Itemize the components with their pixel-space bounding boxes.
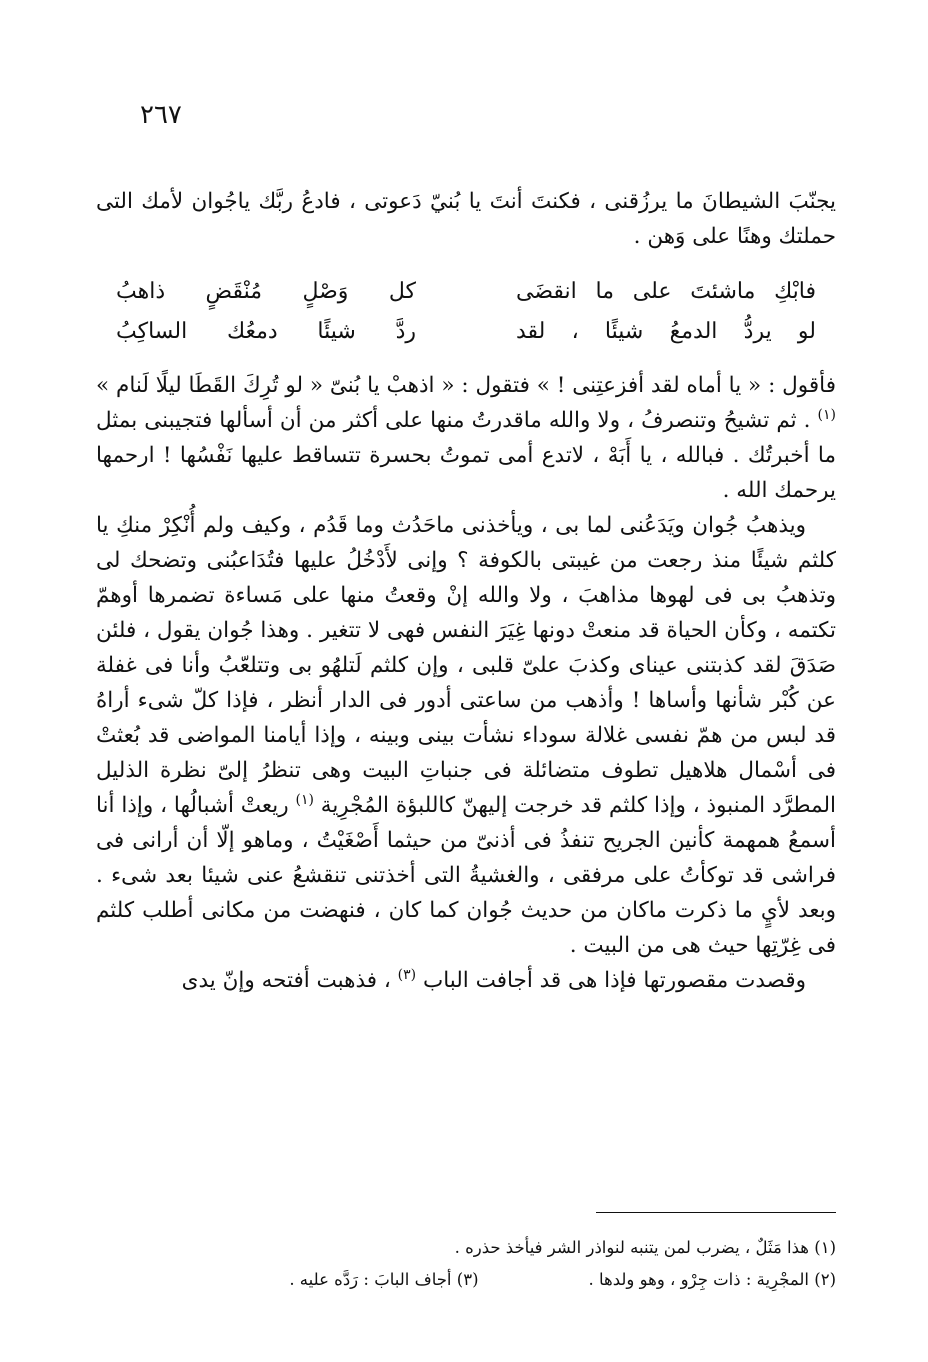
verse-line: [116, 272, 816, 312]
page-body: [96, 184, 836, 998]
footnote-marker: (٣): [397, 966, 417, 983]
footnote-row: [96, 1232, 836, 1264]
footnote-2: (٢) المجْرِية : ذات جِرْو ، وهو ولدها .: [588, 1270, 836, 1289]
paragraph-text: ، فذهبت أفتحه وإنّ يدى: [181, 968, 398, 993]
paragraph-text: وقصدت مقصورتها فإذا هى قد أجافت الباب: [416, 968, 806, 993]
paragraph-text: فأقول : « يا أماه لقد أفزعتِنى ! » فتقول : « اذهبْ يا بُنىّ « لو تُرِكَ القَطَا ليلًا لَنام »: [96, 373, 836, 398]
paragraph: [96, 368, 836, 508]
footnote-divider: [596, 1212, 836, 1213]
paragraph: [96, 963, 836, 998]
verse-first-hemistich: لو يردُّ الدمعُ شيئًا ، لقد: [516, 319, 816, 344]
verse-second-hemistich: كل وَصْلٍ مُنْقَضٍ ذاهبُ: [116, 279, 416, 304]
footnote-3: (٣) أجاف البابَ : رَدَّه عليه .: [289, 1270, 479, 1289]
paragraph: [96, 508, 836, 963]
opening-paragraph: يجنّبَ الشيطانَ ما يرزُقنى ، فكنتَ أنتَ يا بُنيّ دَعوتى ، فادعُ ربَّك ياجُوان لأمك التى حملتك وهنًا على وَهن .: [96, 189, 836, 249]
footnote-1: (١) هذا مَثَلٌ ، يضرب لمن يتنبه لنواذر الشر فيأخذ حذره .: [454, 1238, 836, 1257]
footnote-marker: (١): [817, 406, 836, 423]
footnote-marker: (١): [295, 791, 314, 808]
paragraph-text: ويذهبُ جُوان ويَدَعُنى لما بى ، ويأخذنى ماحَدُث وما قَدُم ، وكيف ولم أُنْكِرْ منكِ يا كلثم شيئًا منذ رجعت من غيبتى بالكوفة ؟ وإنى لأَدْخُلُ عليها فتُدَاعبُنى وتضحك لى وتذهبُ بى فى لهوها مذاهبَ ، ولا والله إنْ وقعتُ منها على مَساءة تضمرها أوهمّ تكتمه ، وكأن الحياة قد منعتْ دونها غِيَرَ النفس فهى لا تتغير . وهذا جُوان يقول ، فلئن صَدَقَ لقد كذبتنى عيناى وكذبَ علىّ قلبى ، وإن كلثم لَتلهُو بى وتتلعّبُ وأنا فى غفلة عن كُبْر شأنها وأساها ! وأذهب من ساعتى أدور فى الدار أنظر ، فإذا كلّ شىء أراهُ قد لبس من همّ نفسى غلالة سوداء نشأت بينى وبينه ، وإذا أيامنا المواضى قد بُعثتْ فى أسْمال هلاهيل تطوف متضائلة فى جنباتِ البيت وهى تنظرُ إلىّ نظرة الذليل المطرَّد المنبوذ ، وإذا كلثم قد خرجت إليهنّ كاللبؤة المُجْرِية: [96, 513, 836, 818]
paragraph-text: ريعتْ أشبالُها ، وإذا أنا أسمعُ همهمة كأنين الجريح تنفذُ فى أذنىّ من حيثما أَصْغَيْتُ ، وماهو إلّا أن أرانى فى فراشى قد توكأتُ على مرفقى ، والغشيةُ التى أخذتنى تنقشعُ عنى شيئا بعد شىء . وبعد لأيٍ ما ذكرت ماكان من حديث جُوان كما كان ، فنهضت من مكانى أطلب كلثم فى غِرّتِها حيث هى من البيت .: [96, 793, 836, 958]
footnotes: [96, 1232, 836, 1296]
footnote-row: [96, 1264, 836, 1296]
page-number: ٢٦٧: [140, 100, 182, 130]
verse-line: [116, 312, 816, 352]
poem-verses: [96, 272, 836, 352]
verse-first-hemistich: فابْكِ ماشئتَ على ما انقضَى: [516, 279, 816, 304]
verse-second-hemistich: ردَّ شيئًا دمعُك الساكِبُ: [116, 319, 416, 344]
paragraph-text: . ثم تشيحُ وتنصرفُ ، ولا والله ماقدرتُ منها على أكثر من أن أسألها فتجيبنى بمثل ما أخبرتُك . فبالله ، يا أَبَهْ ، لاتدع أمى تموتُ بحسرة تتساقط عليها نَفْسُها ! ارحمها يرحمك الله .: [96, 408, 836, 503]
